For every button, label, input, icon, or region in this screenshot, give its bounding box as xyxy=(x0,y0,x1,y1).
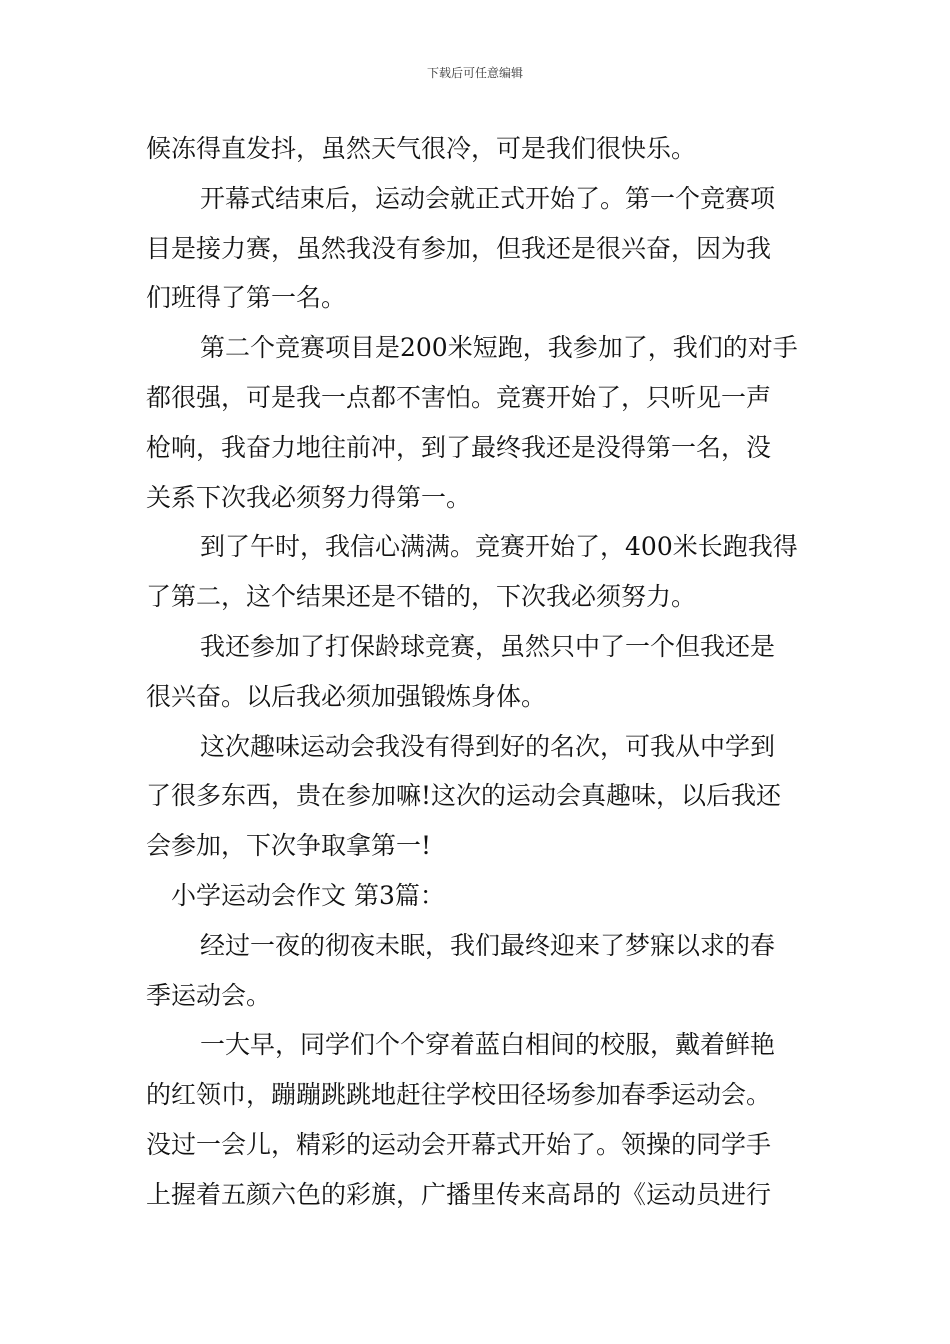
text-line: 这次趣味运动会我没有得到好的名次，可我从中学到 xyxy=(200,731,776,761)
text-line: 开幕式结束后，运动会就正式开始了。第一个竞赛项 xyxy=(200,183,776,213)
text-line: 第二个竞赛项目是200米短跑，我参加了，我们的对手 xyxy=(200,333,798,363)
text-line: 目是接力赛，虽然我没有参加，但我还是很兴奋，因为我 xyxy=(146,233,772,263)
text-line: 枪响，我奋力地往前冲，到了最终我还是没得第一名，没 xyxy=(146,432,772,462)
text-line: 会参加，下次争取拿第一! xyxy=(146,831,432,861)
text-line: 的红领巾，蹦蹦跳跳地赶往学校田径场参加春季运动会。 xyxy=(146,1080,772,1110)
text-line: 经过一夜的彻夜未眠，我们最终迎来了梦寐以求的春 xyxy=(200,930,776,960)
text-line: 没过一会儿，精彩的运动会开幕式开始了。领操的同学手 xyxy=(146,1129,772,1159)
text-line: 一大早，同学们个个穿着蓝白相间的校服，戴着鲜艳 xyxy=(200,1030,776,1060)
text-line: 了第二，这个结果还是不错的，下次我必须努力。 xyxy=(146,582,697,612)
text-line: 们班得了第一名。 xyxy=(146,283,347,313)
text-line: 到了午时，我信心满满。竞赛开始了，400米长跑我得 xyxy=(200,532,798,562)
text-line: 很兴奋。以后我必须加强锻炼身体。 xyxy=(146,681,547,711)
text-line: 都很强，可是我一点都不害怕。竞赛开始了，只听见一声 xyxy=(146,382,772,412)
text-line: 季运动会。 xyxy=(146,980,272,1010)
document-body xyxy=(146,124,810,1220)
text-line: 小学运动会作文 第3篇： xyxy=(171,880,445,910)
text-line: 上握着五颜六色的彩旗，广播里传来高昂的《运动员进行 xyxy=(146,1179,772,1209)
text-line: 了很多东西，贵在参加嘛!这次的运动会真趣味，以后我还 xyxy=(146,781,782,811)
text-line: 候冻得直发抖，虽然天气很冷，可是我们很快乐。 xyxy=(146,134,697,163)
text-line: 我还参加了打保龄球竞赛，虽然只中了一个但我还是 xyxy=(200,631,776,661)
text-line: 关系下次我必须努力得第一。 xyxy=(146,482,472,512)
page-header: 下载后可任意编辑 xyxy=(426,66,523,80)
